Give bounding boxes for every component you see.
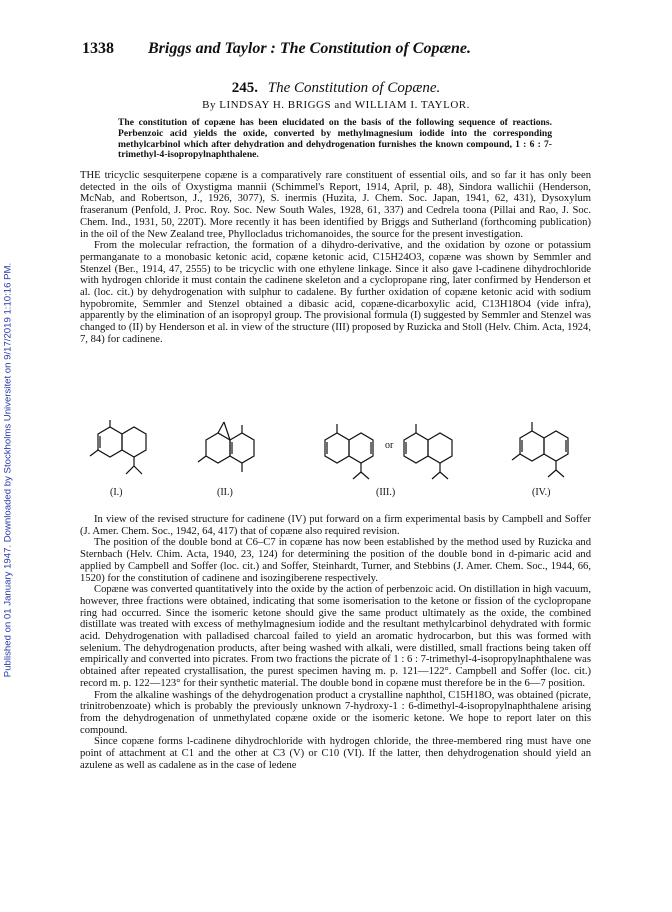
structure-I (90, 420, 146, 474)
structure-label-II: (II.) (217, 487, 233, 498)
structure-label-III: (III.) (376, 487, 396, 498)
download-note: Published on 01 January 1947. Downloaded by Stockholms Universitet on 9/17/2019 1:10:16 PM. (2, 262, 14, 678)
article-title-text: The Constitution of Copæne. (267, 80, 441, 96)
paragraph: From the alkaline washings of the dehydrogenation product a crystalline naphthol, C15H18O, was obtained (picrate, trinitrobenzoate) which is probably the previously unknown 7-hydroxy-1 : 6-dimethyl-4-isopropylnaphthalene arising from the dehydrogenation of unmethylated copæne oxide or the isomeric ketone. We hope to report later on this compound. (80, 689, 591, 736)
paragraph: The position of the double bond at C6–C7 in copæne has now been established by the method used by Ruzicka and Sternbach (Helv. Chim. Acta, 1940, 23, 124) for determining the position of the double bond in d-pimaric acid and applied by Campbell and Soffer (loc. cit.) and Soffer, Steinhardt, Turner, and Stebbins (J. Amer. Chem. Soc., 1944, 66, 1520) for the constitution of cadinene and isozingiberene respectively. (80, 537, 591, 584)
paragraph: Since copæne forms l-cadinene dihydrochloride with hydrogen chloride, the three-membered ring must have one point of attachment at C1 and the other at C3 (V) or C10 (VI). If the latter, then dehydrogenation should yield an azulene as well as cadalene as in the case of ledene (80, 736, 591, 771)
structure-label-I: (I.) (110, 487, 123, 498)
structure-III (325, 424, 452, 479)
structure-drawings (80, 420, 591, 486)
structure-or: or (385, 440, 394, 451)
download-watermark (0, 0, 16, 912)
article-title (0, 80, 672, 97)
authors: By LINDSAY H. BRIGGS and WILLIAM I. TAYLOR. (202, 99, 470, 111)
structure-figures (80, 420, 591, 500)
paragraph: Copæne was converted quantitatively into the oxide by the action of perbenzoic acid. On distillation in high vacuum, however, three fractions were obtained, indicating that some isomerisation to the ketone or fission of the cyclopropane ring had occurred. Since the isomeric ketone should give the same product ultimately as the oxide, the combined distillate was treated with excess of methylmagnesium iodide and the resultant methylcarbinol dehydrated with formic acid. Dehydrogenation with palladised charcoal failed to yield an aromatic hydrocarbon, but this was formed with selenium. The dehydrogenation products, after being washed with alkali, were distilled, small fractions being taken off empirically and converted into picrates. From two fractions the picrate of 1 : 6 : 7-trimethyl-4-isopropylnaphthalene was obtained after repeated crystallisation, the purest specimen having m. p. 121—122°. Campbell and Soffer (loc. cit.) record m. p. 122—123° for their synthetic material. The double bond in copæne must therefore be in the 6—7 position. (80, 584, 591, 689)
paragraph: THE tricyclic sesquiterpene copæne is a comparatively rare constituent of essential oils, and so far it has only been detected in the oils of Oxystigma mannii (Schimmel's Report, 1914, April, p. 48), Sindora wallichii (Henderson, McNab, and Robertson, J., 1926, 3077), S. inermis (Huzita, J. Chem. Soc. Japan, 1941, 62, 431), Dysoxylum fraseranum (Penfold, J. Proc. Roy. Soc. New South Wales, 1928, 61, 337) and Cedrela toona (Pillai and Rao, J. Soc. Chem. Ind., 1931, 50, 220T). More recently it has been identified by Briggs and Sutherland (forthcoming publication) in the oil of the New Zealand tree, Phyllocladus trichomanoides, the source for the present investigation. (80, 170, 591, 240)
page-number: 1338 (82, 40, 114, 57)
body-text-bottom (80, 514, 591, 771)
article-number: 245. (231, 80, 258, 96)
structure-label-IV: (IV.) (532, 487, 551, 498)
paragraph: In view of the revised structure for cadinene (IV) put forward on a firm experimental basis by Campbell and Soffer (J. Amer. Chem. Soc., 1942, 64, 417) that of copæne also required revision. (80, 514, 591, 537)
paragraph: From the molecular refraction, the formation of a dihydro-derivative, and the oxidation by ozone or potassium permanganate to a monobasic ketonic acid, copæne ketonic acid, C15H24O3, copæne was shown by Semmler and Stenzel (Ber., 1914, 47, 2555) to be tricyclic with one ethylene linkage. Since it also gave l-cadinene dihydrochloride with hydrogen chloride it must contain the cadinene skeleton and a cyclopropane ring, later confirmed by Henderson et al. (loc. cit.) by dehydrogenation with sulphur to cadalene. By further oxidation of copæne ketonic acid with sodium hypobromite, Semmler and Stenzel obtained a dibasic acid, copæne-dicarboxylic acid, C13H18O4 (vide infra), apparently by the elimination of an isopropyl group. The provisional formula (I) suggested by Semmler and Stenzel was changed to (II) by Henderson et al. in view of the structure (III) proposed by Ruzicka and Stoll (Helv. Chim. Acta, 1924, 7, 84) for cadinene. (80, 240, 591, 345)
abstract: The constitution of copæne has been elucidated on the basis of the following sequence of reactions. Perbenzoic acid yields the oxide, converted by methylmagnesium iodide into the corresponding methylcarbinol which after dehydration and dehydrogenation furnishes the known compound, 1 : 6 : 7-trimethyl-4-isopropylnaphthalene. (118, 117, 552, 161)
body-text-top (80, 170, 591, 346)
page-header (82, 40, 622, 60)
structure-IV (512, 422, 568, 477)
structure-II (198, 422, 254, 472)
running-title: Briggs and Taylor : The Constitution of Copæne. (148, 40, 472, 57)
